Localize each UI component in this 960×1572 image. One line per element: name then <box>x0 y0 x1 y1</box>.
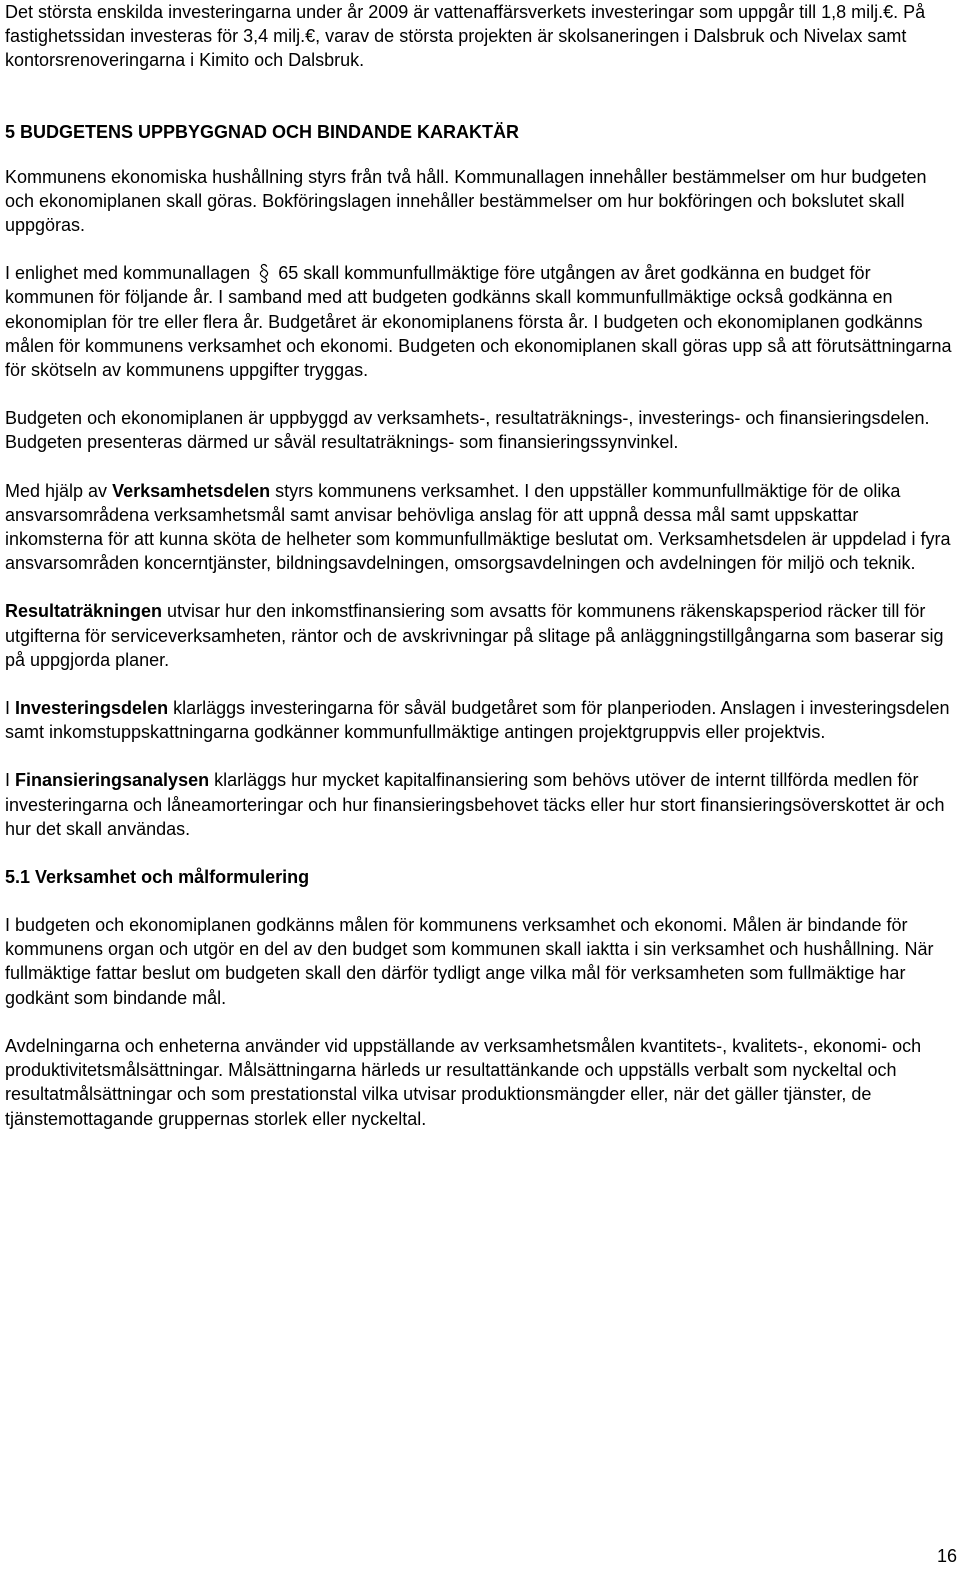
section-sign-icon <box>258 263 270 283</box>
section-5-1-heading: 5.1 Verksamhet och målformulering <box>5 867 310 888</box>
finansieringsanalysen-term: Finansieringsanalysen <box>15 770 210 791</box>
paragraph-4-rest: styrs kommunens verksamhet. I den uppställer kommunfullmäktige för de olika ansvarsområdena verksamhetsmål samt anvisar behövliga anslag för att uppnå dessa mål samt uppskattar inkomsterna för att kunna sköta de helheter som kommunfullmäktige beslutat om. Verksamhetsdelen är uppdelad i fyra ansvarsområden koncerntjänster, bildningsavdelningen, omsorgsavdelningen och avdelningen för miljö och teknik. <box>5 480 951 574</box>
section-5-1-paragraph-1: I budgeten och ekonomiplanen godkänns målen för kommunens verksamhet och ekonomi. Målen är bindande för kommunens organ och utgör en del av den budget som kommunen skall iaktta i sin verksamhet och hushållning. När fullmäktige fattar beslut om budgeten skall den därför tydligt ange vilka mål för verksamheten som fullmäktige har godkänt som bindande mål. <box>5 915 934 1008</box>
paragraph-7-start: I <box>5 770 16 791</box>
investeringsdelen-term: Investeringsdelen <box>15 698 169 719</box>
section-5-paragraph-7 <box>5 768 955 841</box>
paragraph-2-start: I enlighet med kommunallagen <box>5 263 251 284</box>
section-5-paragraph-2 <box>5 261 955 382</box>
resultatrakningen-term: Resultaträkningen <box>5 601 163 622</box>
section-5-paragraph-4 <box>5 479 955 576</box>
section-5-paragraph-1: Kommunens ekonomiska hushållning styrs från två håll. Kommunallagen innehåller bestämmelser om hur budgeten och ekonomiplanen skall göras. Bokföringslagen innehåller bestämmelser om hur bokföringen och bokslutet skall uppgöras. <box>5 166 927 236</box>
section-5-1-paragraph-2: Avdelningarna och enheterna använder vid uppställande av verksamhetsmålen kvantitets-, kvalitets-, ekonomi- och produktivitetsmålsättningar. Målsättningarna härleds ur resultattänkande och uppställs verbalt som nyckeltal och resultatmålsättningar och som prestationstal vilka utvisar produktionsmängder eller, när det gäller tjänster, de tjänstemottagande gruppernas storlek eller nyckeltal. <box>5 1035 922 1129</box>
section-5-heading: 5 BUDGETENS UPPBYGGNAD OCH BINDANDE KARAKTÄR <box>5 121 520 142</box>
verksamhetsdelen-term: Verksamhetsdelen <box>112 480 271 501</box>
section-5-paragraph-6 <box>5 696 955 744</box>
paragraph-4-start: Med hjälp av <box>5 480 113 501</box>
paragraph-5-rest: utvisar hur den inkomstfinansiering som avsatts för kommunens räkenskapsperiod räcker till för utgifterna för serviceverksamheten, räntor och de avskrivningar på slitage på anläggningstillgångarna som baserar sig på uppgjorda planer. <box>5 601 944 670</box>
paragraph-2-rest: 65 skall kommunfullmäktige före utgången av året godkänna en budget för kommunen för följande år. I samband med att budgeten godkänns skall kommunfullmäktige också godkänna en ekonomiplan för tre eller flera år. Budgetåret är ekonomiplanens första år. I budgeten och ekonomiplanen godkänns målen för kommunens verksamhet och ekonomi. Budgeten och ekonomiplanen skall göras upp så att förutsättningarna för skötseln av kommunens uppgifter tryggas. <box>5 263 952 381</box>
page-number: 16 <box>936 1546 957 1566</box>
document-page <box>5 0 955 1131</box>
section-5-paragraph-3: Budgeten och ekonomiplanen är uppbyggd av verksamhets-, resultaträknings-, investerings- och finansieringsdelen. Budgeten presenteras därmed ur såväl resultaträknings- som finansieringssynvinkel. <box>5 408 930 453</box>
paragraph-6-rest: klarläggs investeringarna för såväl budgetåret som för planperioden. Anslagen i investeringsdelen samt inkomstuppskattningarna godkänner kommunfullmäktige antingen projektgruppvis eller projektvis. <box>5 698 950 743</box>
section-5-paragraph-5 <box>5 599 955 672</box>
paragraph-7-rest: klarläggs hur mycket kapitalfinansiering som behövs utöver de internt tillförda medlen för investeringarna och låneamorteringar och hur finansieringsbehovet täcks eller hur stort finansieringsöverskottet är och hur det skall användas. <box>5 770 945 839</box>
paragraph-6-start: I <box>5 698 16 719</box>
intro-paragraph: Det största enskilda investeringarna under år 2009 är vattenaffärsverkets investeringar som uppgår till 1,8 milj.€. På fastighetssidan investeras för 3,4 milj.€, varav de största projekten är skolsaneringen i Dalsbruk och Nivelax samt kontorsrenoveringarna i Kimito och Dalsbruk. <box>5 2 926 71</box>
